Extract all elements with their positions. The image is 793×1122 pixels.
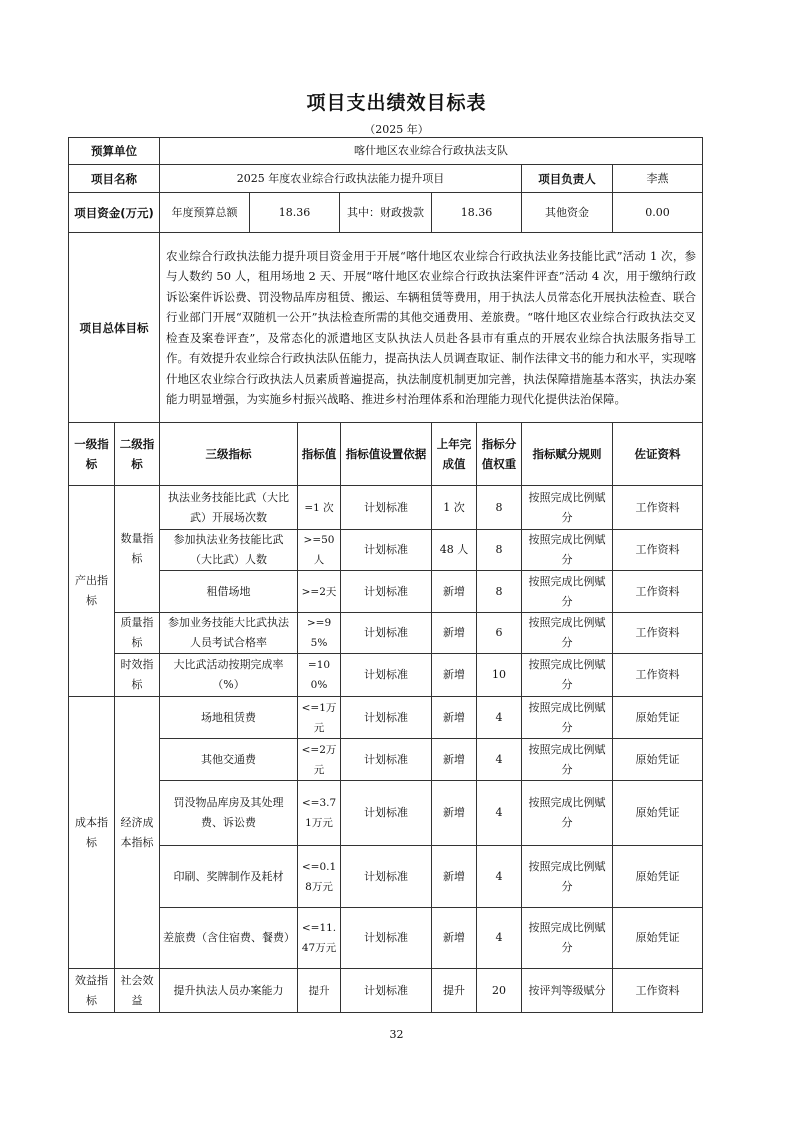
group-economic-cost: 经济成本指标 xyxy=(115,697,160,969)
group-quantity: 数量指标 xyxy=(115,486,160,613)
indicator-last: 新增 xyxy=(432,739,477,781)
header-last-year: 上年完成值 xyxy=(432,423,477,486)
indicator-weight: 4 xyxy=(477,739,522,781)
header-l1: 一级指标 xyxy=(69,423,115,486)
group-output: 产出指标 xyxy=(69,486,115,697)
goal-label: 项目总体目标 xyxy=(69,233,160,423)
funds-label: 项目资金(万元) xyxy=(69,193,160,233)
group-benefit: 效益指标 xyxy=(69,969,115,1013)
header-row xyxy=(69,423,703,486)
page-title: 项目支出绩效目标表 xyxy=(306,92,487,114)
indicator-weight: 4 xyxy=(477,908,522,969)
annual-total-value: 18.36 xyxy=(250,193,340,233)
indicator-rule: 按照完成比例赋分 xyxy=(522,846,613,908)
indicator-evidence: 原始凭证 xyxy=(613,697,703,739)
other-funds-value: 0.00 xyxy=(613,193,703,233)
indicator-value: <=3.71万元 xyxy=(298,781,341,846)
table-row xyxy=(69,908,703,969)
indicator-weight: 8 xyxy=(477,530,522,571)
indicator-evidence: 工作资料 xyxy=(613,486,703,530)
header-rule: 指标赋分规则 xyxy=(522,423,613,486)
indicator-basis: 计划标准 xyxy=(341,571,432,613)
table-row xyxy=(69,571,703,613)
table-row xyxy=(69,697,703,739)
table-row xyxy=(69,530,703,571)
indicator-value: =1 次 xyxy=(298,486,341,530)
indicator-weight: 8 xyxy=(477,486,522,530)
indicator-last: 新增 xyxy=(432,613,477,654)
project-info-table xyxy=(68,137,703,423)
indicator-evidence: 原始凭证 xyxy=(613,781,703,846)
indicator-basis: 计划标准 xyxy=(341,654,432,697)
indicator-value: <=11.47万元 xyxy=(298,908,341,969)
goal-text: 农业综合行政执法能力提升项目资金用于开展“喀什地区农业综合行政执法业务技能比武”活动 1 次，参与人数约 50 人，租用场地 2 天、开展“喀什地区农业综合行政执法案件评查”活动 4 次，用于缴纳行政诉讼案件诉讼费、罚没物品库房租赁、搬运、车辆租赁等费用，用于执法人员常态化开展执法检查、联合行业部门开展“双随机一公开”执法检查所需的其他交通费用、差旅费。“喀什地区农业综合行政执法交叉检查及案卷评查”，及常态化的派遣地区支队执法人员赴各县市有重点的开展农业综合执法服务指导工作。有效提升农业综合行政执法队伍能力，提高执法人员调查取证、制作法律文书的能力和水平，实现喀什地区农业综合行政执法人员素质普遍提高，执法制度机制更加完善，执法保障措施基本落实，执法办案能力明显增强，为实施乡村振兴战略、推进乡村治理体系和治理能力现代化提供法治保障。 xyxy=(160,233,703,423)
owner-label: 项目负责人 xyxy=(522,165,613,193)
indicator-name: 其他交通费 xyxy=(160,739,298,781)
indicator-rule: 按照完成比例赋分 xyxy=(522,654,613,697)
indicator-last: 1 次 xyxy=(432,486,477,530)
other-funds-label: 其他资金 xyxy=(522,193,613,233)
indicator-name: 执法业务技能比武（大比武）开展场次数 xyxy=(160,486,298,530)
table-row xyxy=(69,969,703,1013)
indicator-evidence: 原始凭证 xyxy=(613,908,703,969)
fiscal-label: 其中：财政拨款 xyxy=(340,193,432,233)
indicator-evidence: 工作资料 xyxy=(613,530,703,571)
indicator-basis: 计划标准 xyxy=(341,486,432,530)
year-label: （2025 年） xyxy=(364,123,429,136)
indicator-name: 场地租赁费 xyxy=(160,697,298,739)
budget-unit-row xyxy=(69,138,703,165)
indicator-value: <=1万元 xyxy=(298,697,341,739)
indicator-last: 提升 xyxy=(432,969,477,1013)
indicator-basis: 计划标准 xyxy=(341,846,432,908)
indicator-last: 新增 xyxy=(432,571,477,613)
indicator-evidence: 工作资料 xyxy=(613,969,703,1013)
table-row xyxy=(69,654,703,697)
indicator-name: 提升执法人员办案能力 xyxy=(160,969,298,1013)
indicator-table xyxy=(68,422,703,1013)
indicator-rule: 按评判等级赋分 xyxy=(522,969,613,1013)
indicator-name: 参加执法业务技能比武（大比武）人数 xyxy=(160,530,298,571)
indicator-value: >=95% xyxy=(298,613,341,654)
indicator-last: 新增 xyxy=(432,781,477,846)
indicator-basis: 计划标准 xyxy=(341,969,432,1013)
indicator-basis: 计划标准 xyxy=(341,739,432,781)
table-row xyxy=(69,486,703,530)
indicator-name: 罚没物品库房及其处理费、诉讼费 xyxy=(160,781,298,846)
project-name-label: 项目名称 xyxy=(69,165,160,193)
indicator-rule: 按照完成比例赋分 xyxy=(522,613,613,654)
project-name-row xyxy=(69,165,703,193)
indicator-basis: 计划标准 xyxy=(341,530,432,571)
page-number: 32 xyxy=(389,1028,404,1041)
indicator-rule: 按照完成比例赋分 xyxy=(522,781,613,846)
indicator-basis: 计划标准 xyxy=(341,613,432,654)
indicator-last: 新增 xyxy=(432,697,477,739)
indicator-evidence: 工作资料 xyxy=(613,571,703,613)
header-l2: 二级指标 xyxy=(115,423,160,486)
budget-unit-label: 预算单位 xyxy=(69,138,160,165)
indicator-last: 48 人 xyxy=(432,530,477,571)
indicator-rule: 按照完成比例赋分 xyxy=(522,908,613,969)
indicator-name: 印刷、奖牌制作及耗材 xyxy=(160,846,298,908)
indicator-evidence: 原始凭证 xyxy=(613,846,703,908)
group-social-benefit: 社会效益 xyxy=(115,969,160,1013)
header-basis: 指标值设置依据 xyxy=(341,423,432,486)
indicator-value: 提升 xyxy=(298,969,341,1013)
owner-value: 李燕 xyxy=(613,165,703,193)
indicator-weight: 4 xyxy=(477,846,522,908)
indicator-evidence: 工作资料 xyxy=(613,613,703,654)
table-row xyxy=(69,613,703,654)
indicator-evidence: 原始凭证 xyxy=(613,739,703,781)
indicator-rule: 按照完成比例赋分 xyxy=(522,739,613,781)
indicator-weight: 4 xyxy=(477,697,522,739)
indicator-weight: 8 xyxy=(477,571,522,613)
indicator-name: 差旅费（含住宿费、餐费） xyxy=(160,908,298,969)
group-quality: 质量指标 xyxy=(115,613,160,654)
indicator-basis: 计划标准 xyxy=(341,781,432,846)
budget-unit-value: 喀什地区农业综合行政执法支队 xyxy=(160,138,703,165)
indicator-last: 新增 xyxy=(432,846,477,908)
indicator-value: >=50人 xyxy=(298,530,341,571)
indicator-name: 参加业务技能大比武执法人员考试合格率 xyxy=(160,613,298,654)
indicator-rule: 按照完成比例赋分 xyxy=(522,697,613,739)
annual-total-label: 年度预算总额 xyxy=(160,193,250,233)
indicator-last: 新增 xyxy=(432,908,477,969)
indicator-rule: 按照完成比例赋分 xyxy=(522,530,613,571)
indicator-last: 新增 xyxy=(432,654,477,697)
indicator-weight: 6 xyxy=(477,613,522,654)
indicator-evidence: 工作资料 xyxy=(613,654,703,697)
header-l3: 三级指标 xyxy=(160,423,298,486)
table-row xyxy=(69,846,703,908)
indicator-weight: 4 xyxy=(477,781,522,846)
fiscal-value: 18.36 xyxy=(432,193,522,233)
table-row xyxy=(69,739,703,781)
indicator-weight: 10 xyxy=(477,654,522,697)
header-value: 指标值 xyxy=(298,423,341,486)
indicator-value: >=2天 xyxy=(298,571,341,613)
indicator-name: 大比武活动按期完成率（%） xyxy=(160,654,298,697)
indicator-weight: 20 xyxy=(477,969,522,1013)
table-row xyxy=(69,781,703,846)
indicator-name: 租借场地 xyxy=(160,571,298,613)
project-name-value: 2025 年度农业综合行政执法能力提升项目 xyxy=(160,165,522,193)
funds-row xyxy=(69,193,703,233)
header-evidence: 佐证资料 xyxy=(613,423,703,486)
goal-row xyxy=(69,233,703,423)
indicator-value: <=0.18万元 xyxy=(298,846,341,908)
group-timeliness: 时效指标 xyxy=(115,654,160,697)
indicator-value: <=2万元 xyxy=(298,739,341,781)
indicator-rule: 按照完成比例赋分 xyxy=(522,486,613,530)
indicator-basis: 计划标准 xyxy=(341,697,432,739)
header-weight: 指标分值权重 xyxy=(477,423,522,486)
group-cost: 成本指标 xyxy=(69,697,115,969)
indicator-basis: 计划标准 xyxy=(341,908,432,969)
indicator-value: =100% xyxy=(298,654,341,697)
indicator-rule: 按照完成比例赋分 xyxy=(522,571,613,613)
